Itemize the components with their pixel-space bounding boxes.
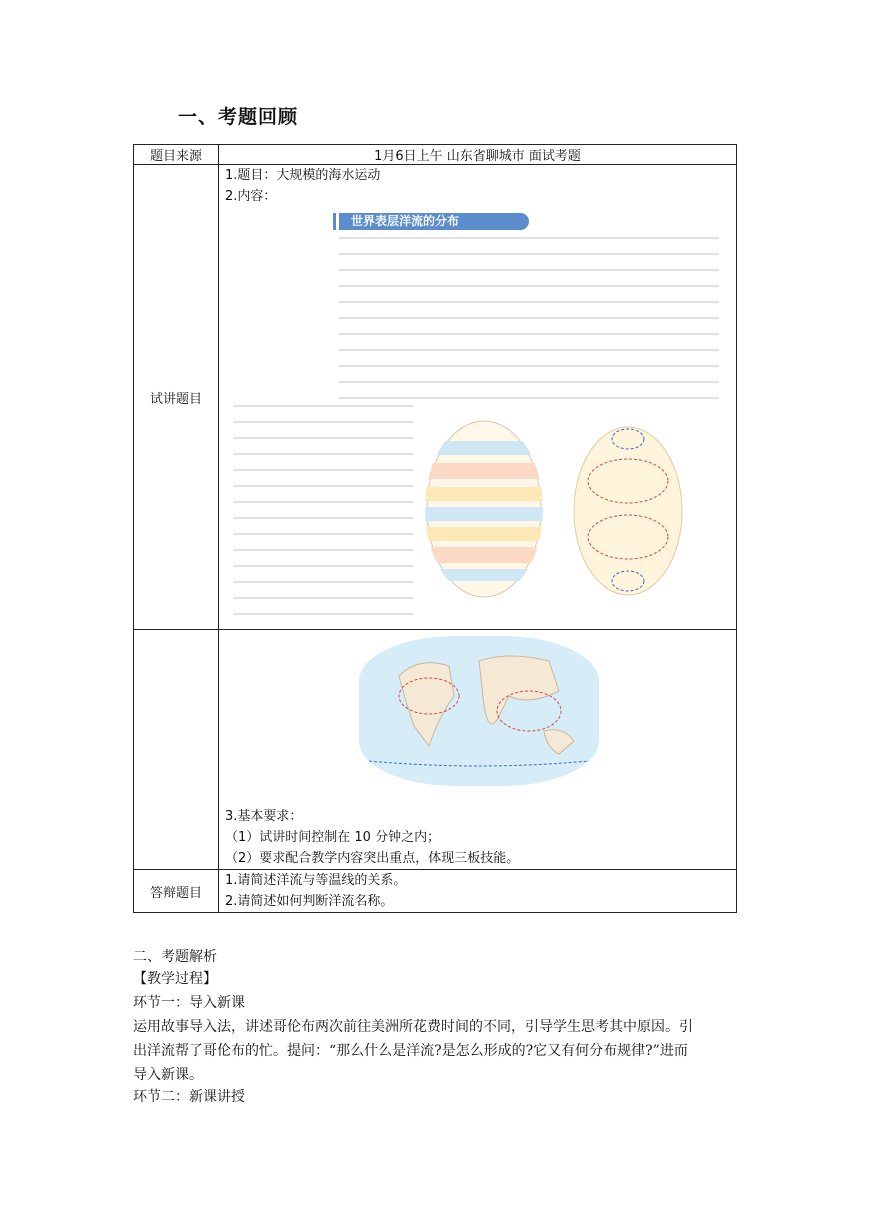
source-row — [134, 145, 737, 165]
textbook-text-block — [339, 237, 719, 403]
source-value: 1月6日上午 山东省聊城市 面试考题 — [219, 145, 737, 165]
section-title: 一、考题回顾 — [178, 106, 299, 128]
ocean-current-globe-figure — [563, 419, 693, 599]
step2-title: 环节二：新课讲授 — [133, 1089, 245, 1105]
world-ocean-currents-map — [359, 636, 599, 786]
step1-paragraph-line3: 导入新课。 — [133, 1067, 203, 1083]
section2-title: 二、考题解析 — [133, 949, 217, 965]
wind-belt-globe-figure — [425, 419, 543, 599]
textbook-image — [227, 209, 727, 629]
defense-q2: 2.请简述如何判断洋流名称。 — [225, 894, 394, 909]
defense-row — [134, 870, 737, 913]
requirement-2: （2）要求配合教学内容突出重点，体现三板技能。 — [225, 851, 520, 866]
defense-q1: 1.请简述洋流与等温线的关系。 — [225, 873, 407, 888]
requirement-1: （1）试讲时间控制在 10 分钟之内； — [225, 830, 441, 845]
defense-label: 答辩题目 — [134, 870, 219, 913]
trial-content — [219, 165, 737, 630]
step1-paragraph-line1: 运用故事导入法，讲述哥伦布两次前往美洲所花费时间的不同，引导学生思考其中原因。引 — [133, 1019, 693, 1035]
step1-title: 环节一：导入新课 — [133, 995, 245, 1011]
exam-table — [133, 144, 737, 913]
defense-content — [219, 870, 737, 913]
teaching-process-heading: 【教学过程】 — [133, 971, 217, 987]
requirements-title: 3.基本要求： — [225, 809, 303, 824]
trial-row — [134, 165, 737, 630]
source-label: 题目来源 — [134, 145, 219, 165]
trial-row-continued — [134, 630, 737, 870]
topic-line: 1.题目：大规模的海水运动 — [225, 168, 381, 183]
trial-label: 试讲题目 — [134, 165, 219, 630]
textbook-side-text — [233, 405, 413, 625]
step1-paragraph-line2: 出洋流帮了哥伦布的忙。提问：“那么什么是洋流?是怎么形成的?它又有何分布规律?”进而 — [133, 1043, 688, 1059]
trial-content-continued — [219, 630, 737, 870]
textbook-heading: 世界表层洋流的分布 — [339, 213, 529, 230]
content-label: 2.内容： — [225, 189, 277, 204]
